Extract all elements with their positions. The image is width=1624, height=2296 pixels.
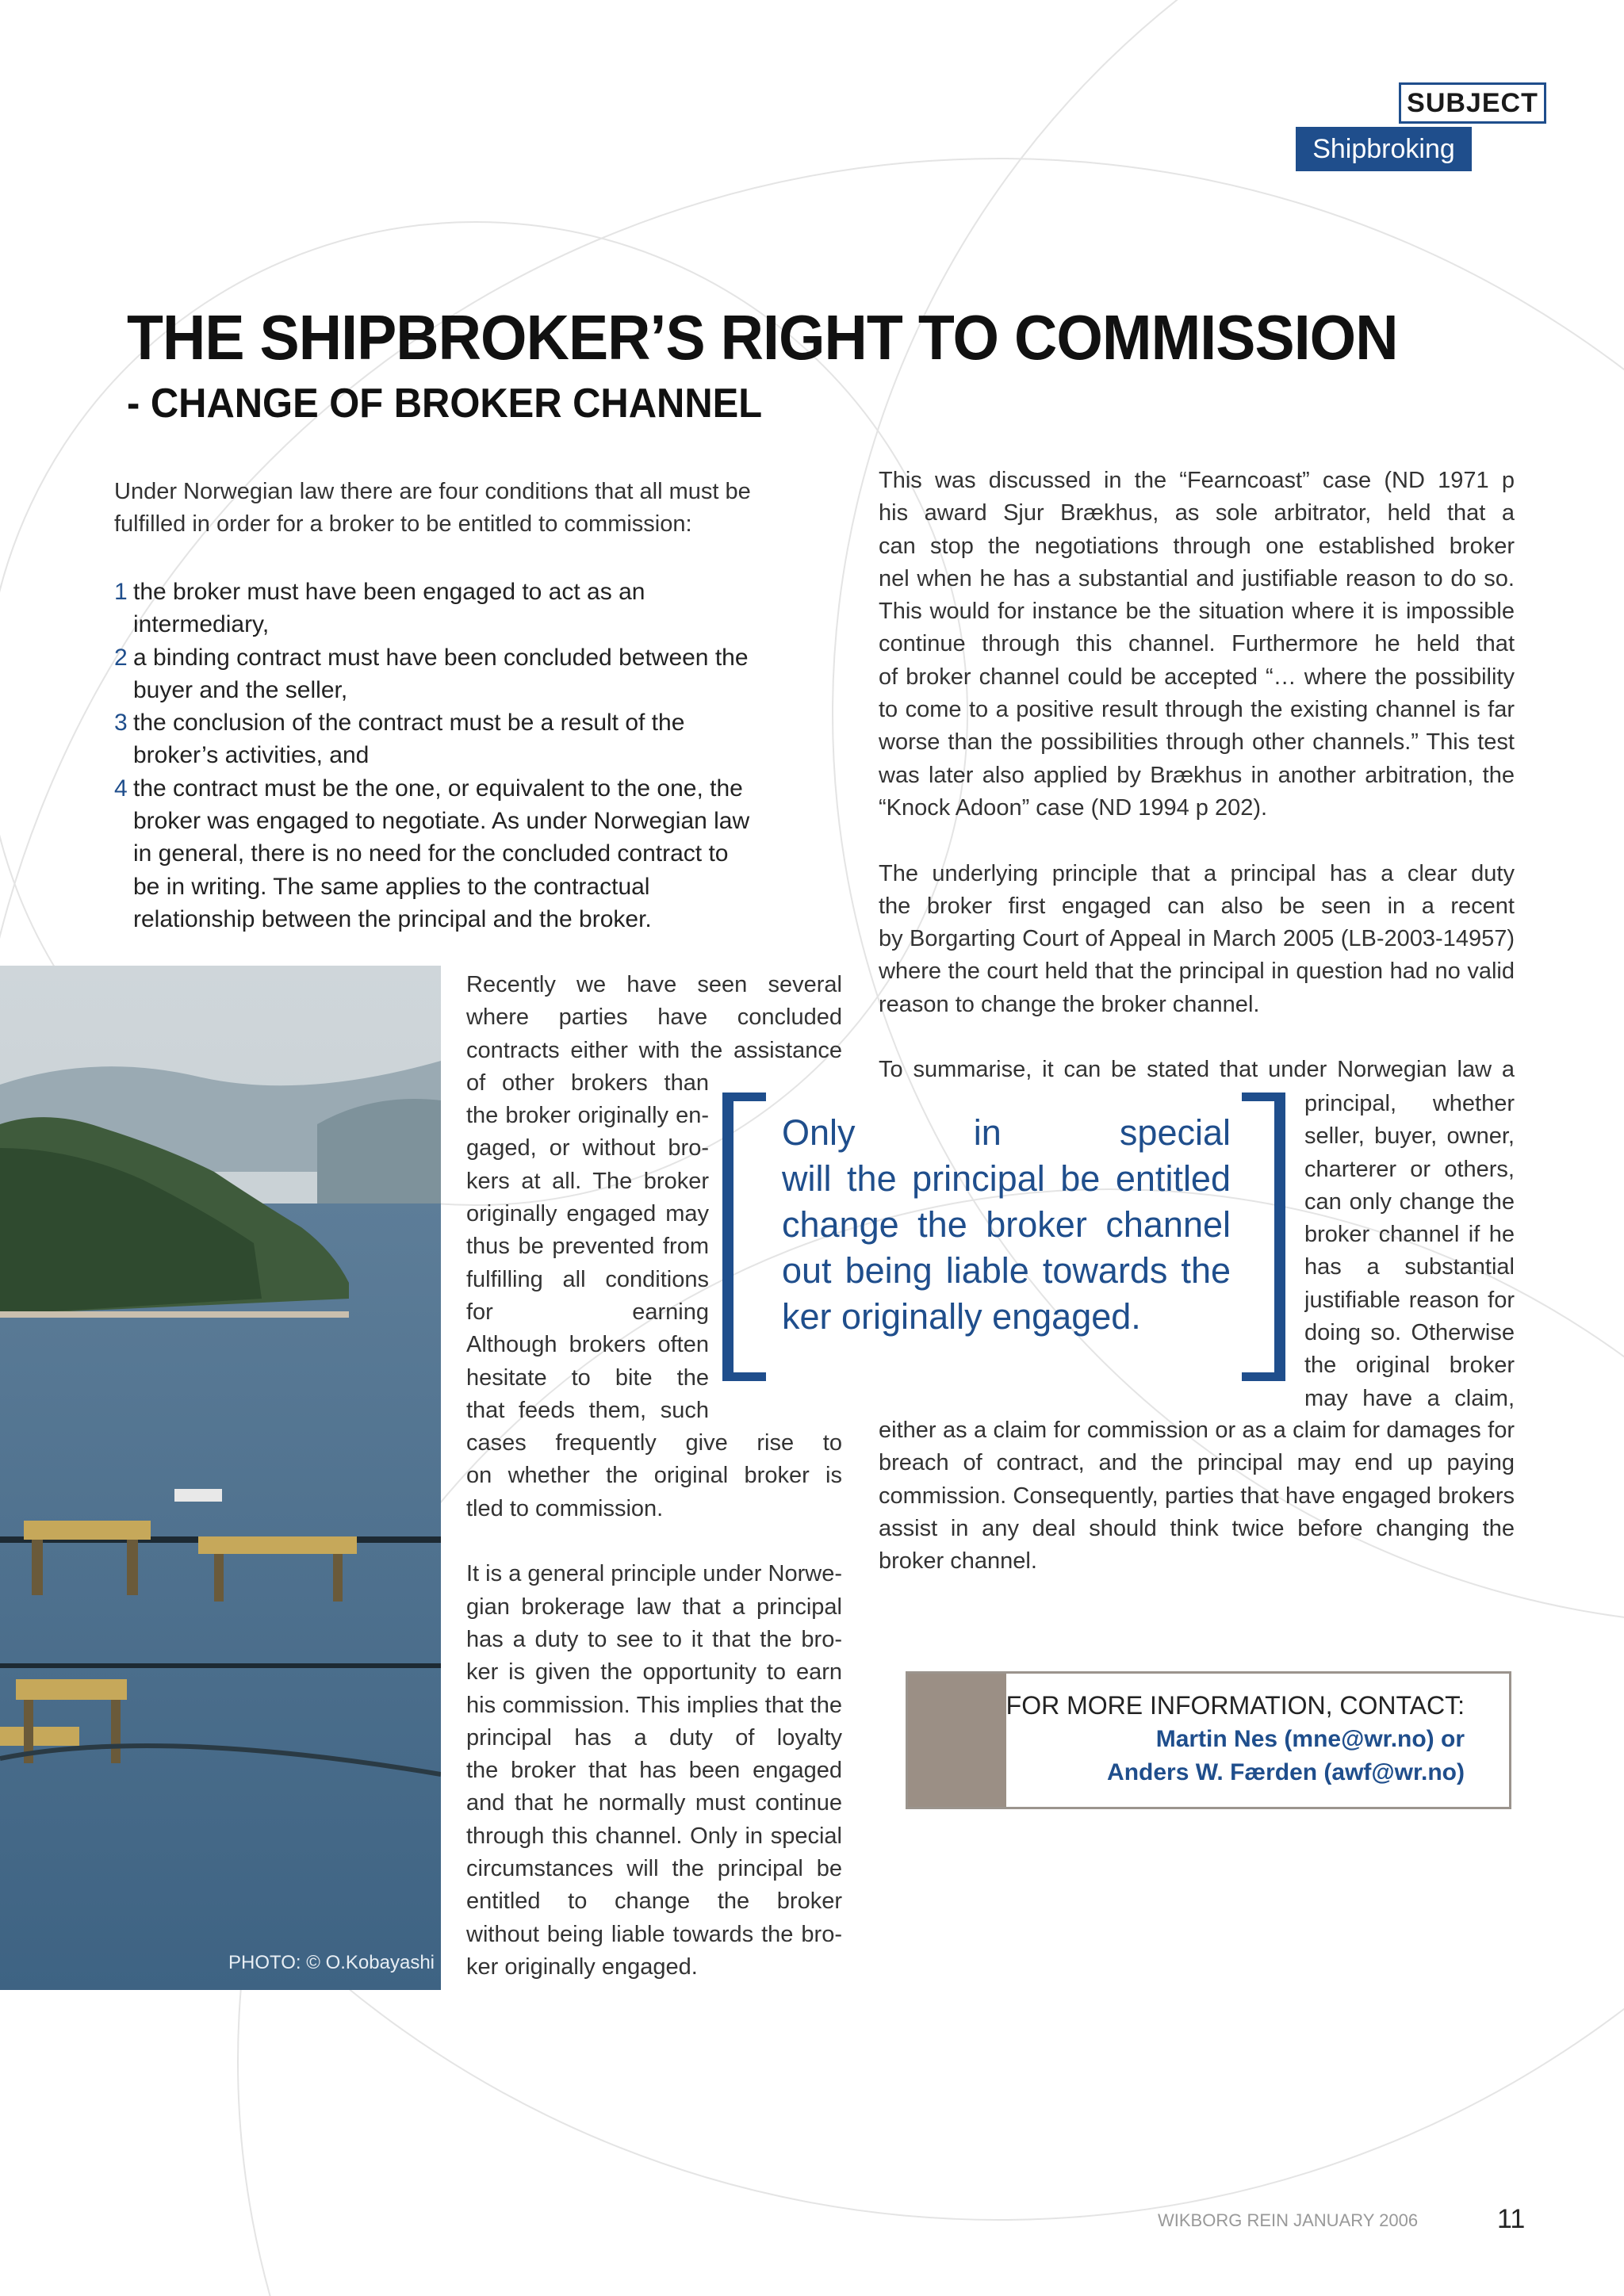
text-line: It is a general principle under Norwe- [466, 1561, 842, 1587]
condition-text: the conclusion of the contract must be a result of the [133, 710, 685, 737]
text-line: through this channel. Only in special [466, 1823, 842, 1849]
text-line: thus be prevented from [466, 1234, 709, 1260]
subject-label: SUBJECT [1399, 82, 1546, 124]
condition-number: 4 [114, 775, 128, 802]
text-line: the broker that has been engaged [466, 1758, 842, 1784]
text-line: commission. Consequently, parties that have engaged brokers [879, 1483, 1515, 1509]
text-line: originally engaged may [466, 1201, 709, 1227]
harbour-photo [0, 966, 441, 1990]
text-line [466, 1525, 842, 1558]
condition-text: the contract must be the one, or equivalent to the one, the [133, 775, 743, 802]
text-line: his commission. This implies that the [466, 1692, 842, 1718]
contact-heading: FOR MORE INFORMATION, CONTACT: [1005, 1691, 1465, 1720]
text-line: assist in any deal should think twice before changing the [879, 1515, 1515, 1541]
condition-item [114, 641, 804, 674]
photo-credit: PHOTO: © O.Kobayashi [228, 1952, 435, 1973]
condition-text: buyer and the seller, [133, 676, 348, 703]
condition-text: the broker must have been engaged to act as an [133, 579, 645, 605]
pull-quote-line: change the broker channel [782, 1204, 1231, 1245]
page-subtitle: - CHANGE OF BROKER CHANNEL [127, 381, 763, 427]
condition-item [114, 576, 804, 608]
pull-quote-left-bracket [722, 1093, 769, 1381]
text-line: charterer or others, [1304, 1156, 1515, 1182]
text-line: has a substantial [1304, 1254, 1515, 1280]
condition-text: relationship between the principal and the broker. [133, 905, 652, 932]
text-line: circumstances will the principal be [466, 1856, 842, 1882]
right-column-top [879, 465, 1515, 1087]
text-line: to come to a positive result through the existing channel is far [879, 697, 1515, 723]
pull-quote-line: will the principal be entitled [782, 1158, 1231, 1199]
text-line: reason to change the broker channel. [879, 991, 1260, 1017]
text-line: principal, whether [1304, 1091, 1515, 1116]
text-line: ker originally engaged. [466, 1954, 698, 1980]
intro-paragraph [114, 476, 764, 541]
text-line: kers at all. The broker [466, 1168, 709, 1194]
text-line: seller, buyer, owner, [1304, 1123, 1515, 1150]
condition-number: 3 [114, 710, 128, 737]
text-line: Recently we have seen several [466, 972, 842, 997]
contact-accent-bar [908, 1674, 1006, 1807]
text-line: ker is given the opportunity to earn [466, 1659, 842, 1686]
text-line: may have a claim, [1304, 1385, 1515, 1411]
condition-text: in general, there is no need for the concluded contract to [133, 840, 729, 867]
contact-box [906, 1671, 1511, 1809]
text-line: that feeds them, such [466, 1397, 709, 1423]
right-column-bottom [879, 1414, 1515, 1578]
text-line: can stop the negotiations through one established broker [879, 533, 1515, 559]
text-line: cases frequently give rise to [466, 1430, 842, 1456]
text-line: of broker channel could be accepted “… where the possibility [879, 664, 1515, 690]
text-line: justifiable reason for [1304, 1287, 1515, 1313]
text-line [879, 825, 1515, 857]
text-line: of other brokers than [466, 1070, 709, 1096]
text-line: the broker first engaged can also be seen in a recent [879, 893, 1515, 919]
text-line: gian brokerage law that a principal [466, 1594, 842, 1620]
text-line: where the court held that the principal in question had no valid [879, 959, 1515, 985]
text-line: nel when he has a substantial and justifiable reason to do so. [879, 565, 1515, 591]
condition-text: broker’s activities, and [133, 742, 370, 769]
text-line: contracts either with the assistance [466, 1037, 842, 1063]
text-line: This would for instance be the situation where it is impossible [879, 599, 1515, 625]
text-line: broker channel. [879, 1548, 1037, 1575]
pull-quote [782, 1110, 1231, 1340]
text-line: has a duty to see to it that the bro- [466, 1626, 842, 1652]
subject-category: Shipbroking [1296, 127, 1472, 171]
condition-text: be in writing. The same applies to the contractual [133, 873, 650, 900]
page-title: THE SHIPBROKER’S RIGHT TO COMMISSION [127, 302, 1398, 373]
text-line: Although brokers often [466, 1332, 709, 1358]
harbour-photo-illustration [0, 966, 441, 1990]
condition-number: 1 [114, 579, 128, 605]
text-line: fulfilled in order for a broker to be entitled to commission: [114, 511, 692, 538]
right-column-wrap [1304, 1088, 1515, 1415]
text-line: The underlying principle that a principal has a clear duty [879, 860, 1515, 886]
text-line: the original broker [1304, 1353, 1515, 1379]
text-line [879, 1021, 1515, 1054]
pull-quote-line: ker originally engaged. [782, 1296, 1141, 1337]
pull-quote-line: Only in special [782, 1112, 1231, 1153]
text-line: worse than the possibilities through other channels.” This test [879, 729, 1515, 756]
text-line: To summarise, it can be stated that under Norwegian law a [879, 1057, 1515, 1083]
condition-text: a binding contract must have been concluded between the [133, 644, 749, 671]
text-line: for earning [466, 1299, 709, 1325]
text-line: principal has a duty of loyalty [466, 1724, 842, 1751]
text-line: entitled to change the broker [466, 1888, 842, 1915]
page-number: 11 [1497, 2204, 1526, 2234]
contact-link[interactable]: Anders W. Færden (awf@wr.no) [1107, 1759, 1465, 1785]
footer-publication: WIKBORG REIN JANUARY 2006 [1158, 2210, 1419, 2230]
text-line: where parties have concluded [466, 1004, 842, 1031]
text-line: his award Sjur Brækhus, as sole arbitrator, held that a [879, 500, 1515, 526]
text-line: fulfilling all conditions [466, 1266, 709, 1292]
text-line: by Borgarting Court of Appeal in March 2005 (LB-2003-14957) [879, 926, 1515, 952]
condition-text: broker was engaged to negotiate. As under Norwegian law [133, 808, 750, 835]
condition-number: 2 [114, 644, 128, 671]
condition-item [114, 706, 804, 739]
text-line: “Knock Adoon” case (ND 1994 p 202). [879, 794, 1268, 821]
text-line: doing so. Otherwise [1304, 1320, 1515, 1346]
text-line: breach of contract, and the principal may end up paying [879, 1450, 1515, 1476]
text-line: was later also applied by Brækhus in another arbitration, the [879, 762, 1515, 788]
text-line: broker channel if he [1304, 1222, 1515, 1248]
text-line: continue through this channel. Furthermore he held that [879, 631, 1515, 657]
condition-text: intermediary, [133, 611, 270, 638]
text-line: Under Norwegian law there are four conditions that all must be [114, 479, 751, 504]
conditions-list [114, 576, 804, 936]
text-line: hesitate to bite the [466, 1364, 709, 1391]
text-line: can only change the [1304, 1188, 1515, 1215]
text-line: gaged, or without bro- [466, 1135, 709, 1161]
condition-item [114, 772, 804, 805]
pull-quote-line: out being liable towards the [782, 1250, 1231, 1291]
contact-link[interactable]: Martin Nes (mne@wr.no) or [1155, 1726, 1465, 1752]
text-line: without being liable towards the bro- [466, 1921, 842, 1947]
text-line: either as a claim for commission or as a claim for damages for [879, 1418, 1515, 1443]
pull-quote-right-bracket [1239, 1093, 1286, 1381]
text-line: tled to commission. [466, 1495, 664, 1521]
text-line: the broker originally en- [466, 1103, 709, 1129]
text-line: on whether the original broker is [466, 1463, 842, 1489]
text-line: This was discussed in the “Fearncoast” case (ND 1971 p [879, 468, 1515, 493]
text-line: and that he normally must continue [466, 1790, 842, 1816]
